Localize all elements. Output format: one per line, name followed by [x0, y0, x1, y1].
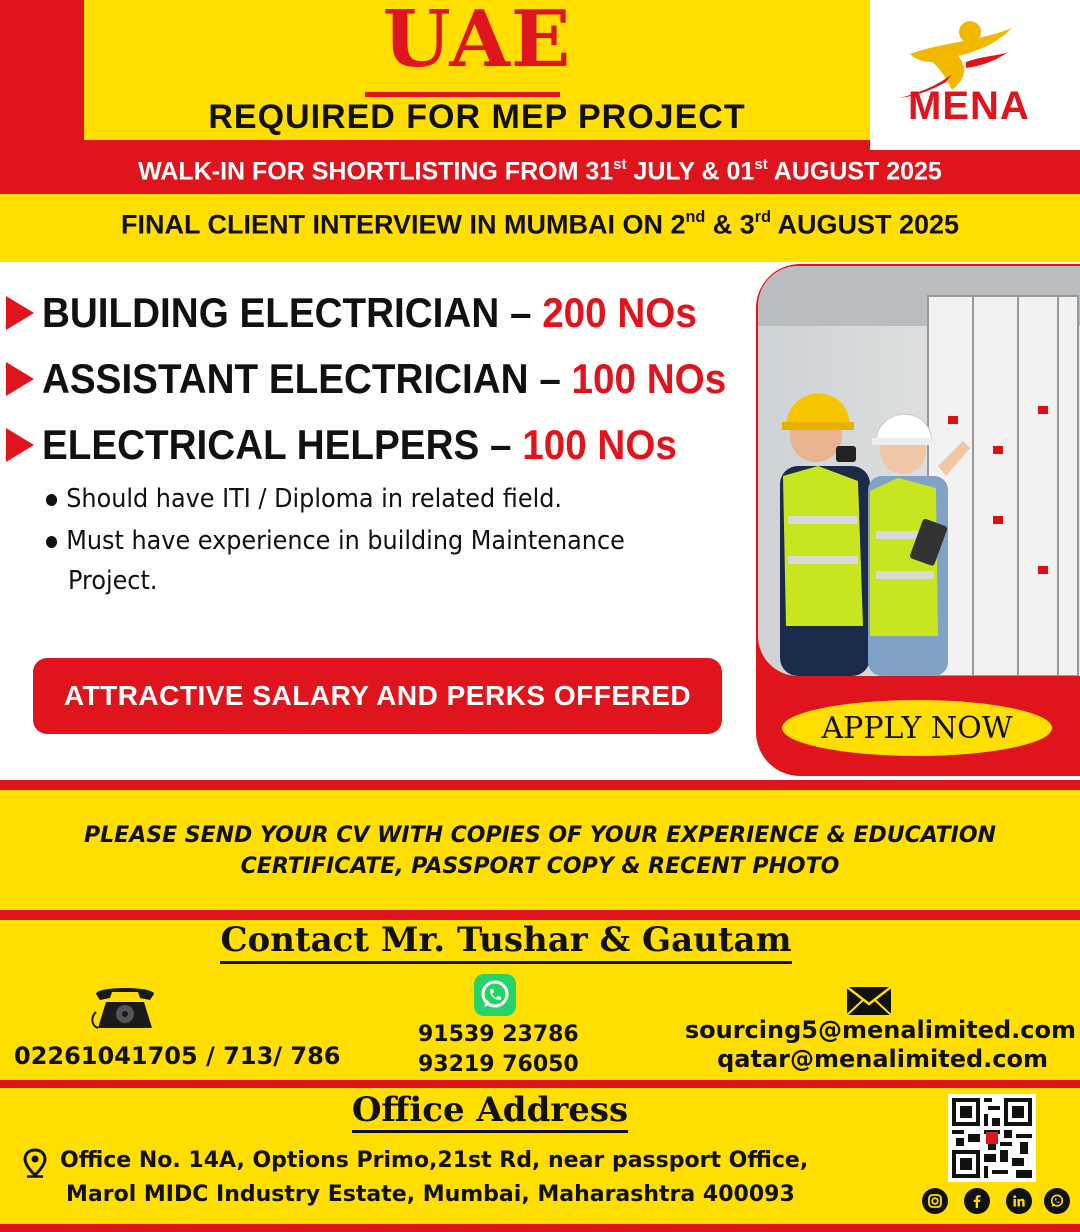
play-arrow-icon	[6, 362, 34, 396]
job-count: 100 NOs	[571, 355, 727, 402]
office-title: Office Address	[0, 1090, 980, 1130]
phone-number[interactable]: 02261041705 / 713/ 786	[14, 1042, 341, 1070]
requirement-item: Must have experience in building Maintenance	[46, 526, 625, 556]
linkedin-icon[interactable]	[1006, 1188, 1032, 1214]
job-item	[6, 420, 732, 470]
job-title: ELECTRICAL HELPERS – 100 NOs	[42, 421, 677, 468]
address-line-2: Marol MIDC Industry Estate, Mumbai, Maharashtra 400093	[66, 1182, 795, 1207]
play-arrow-icon	[6, 296, 34, 330]
contact-title: Contact Mr. Tushar & Gautam	[0, 920, 1012, 960]
telephone-icon	[88, 982, 162, 1030]
whatsapp-social-icon[interactable]	[1044, 1188, 1070, 1214]
cv-line-2: CERTIFICATE, PASSPORT COPY & RECENT PHOTO	[240, 854, 840, 879]
mail-icon	[846, 986, 892, 1016]
whatsapp-number[interactable]: 91539 23786	[418, 1022, 579, 1047]
job-title: BUILDING ELECTRICIAN – 200 NOs	[42, 289, 697, 336]
electricians-photo	[758, 266, 1080, 676]
requirement-item: Should have ITI / Diploma in related field.	[46, 484, 562, 514]
divider-red	[0, 780, 1080, 790]
email-link[interactable]: sourcing5@menalimited.com	[684, 1016, 1076, 1044]
title-underline	[365, 92, 560, 97]
job-count: 100 NOs	[522, 421, 677, 468]
divider-red	[0, 910, 1080, 920]
job-count: 200 NOs	[542, 289, 697, 336]
final-interview-text: FINAL CLIENT INTERVIEW IN MUMBAI ON 2nd & 3rd AUGUST 2025	[120, 208, 960, 240]
cv-instruction-text	[20, 820, 1060, 882]
play-arrow-icon	[6, 428, 34, 462]
bullet-dot-icon	[46, 494, 57, 506]
whatsapp-icon	[474, 974, 516, 1016]
divider-red	[0, 1080, 1080, 1088]
page-title: UAE	[382, 0, 572, 85]
job-item	[6, 354, 786, 404]
address-line-1: Office No. 14A, Options Primo,21st Rd, near passport Office,	[60, 1148, 809, 1173]
salary-banner: ATTRACTIVE SALARY AND PERKS OFFERED	[33, 658, 722, 734]
instagram-icon[interactable]	[922, 1188, 948, 1214]
divider-red	[0, 1224, 1080, 1232]
apply-now-button[interactable]: APPLY NOW	[782, 700, 1052, 756]
requirement-item-continued: Project.	[68, 566, 158, 596]
email-link[interactable]: qatar@menalimited.com	[717, 1045, 1048, 1073]
job-item	[6, 288, 754, 338]
cv-line-1: PLEASE SEND YOUR CV WITH COPIES OF YOUR EXPERIENCE & EDUCATION	[84, 823, 996, 848]
job-title: ASSISTANT ELECTRICIAN – 100 NOs	[42, 355, 727, 402]
facebook-icon[interactable]	[964, 1188, 990, 1214]
header-red-block	[0, 0, 84, 150]
qr-code-icon[interactable]	[948, 1094, 1036, 1182]
logo-wordmark: MENA	[908, 84, 1030, 128]
walkin-text: WALK-IN FOR SHORTLISTING FROM 31st JULY & 01st AUGUST 2025	[138, 156, 942, 186]
location-pin-icon	[22, 1148, 48, 1178]
bullet-dot-icon	[46, 536, 57, 548]
header-red-strip	[84, 140, 870, 150]
page-subtitle: REQUIRED FOR MEP PROJECT	[208, 98, 746, 136]
whatsapp-number[interactable]: 93219 76050	[418, 1052, 579, 1077]
